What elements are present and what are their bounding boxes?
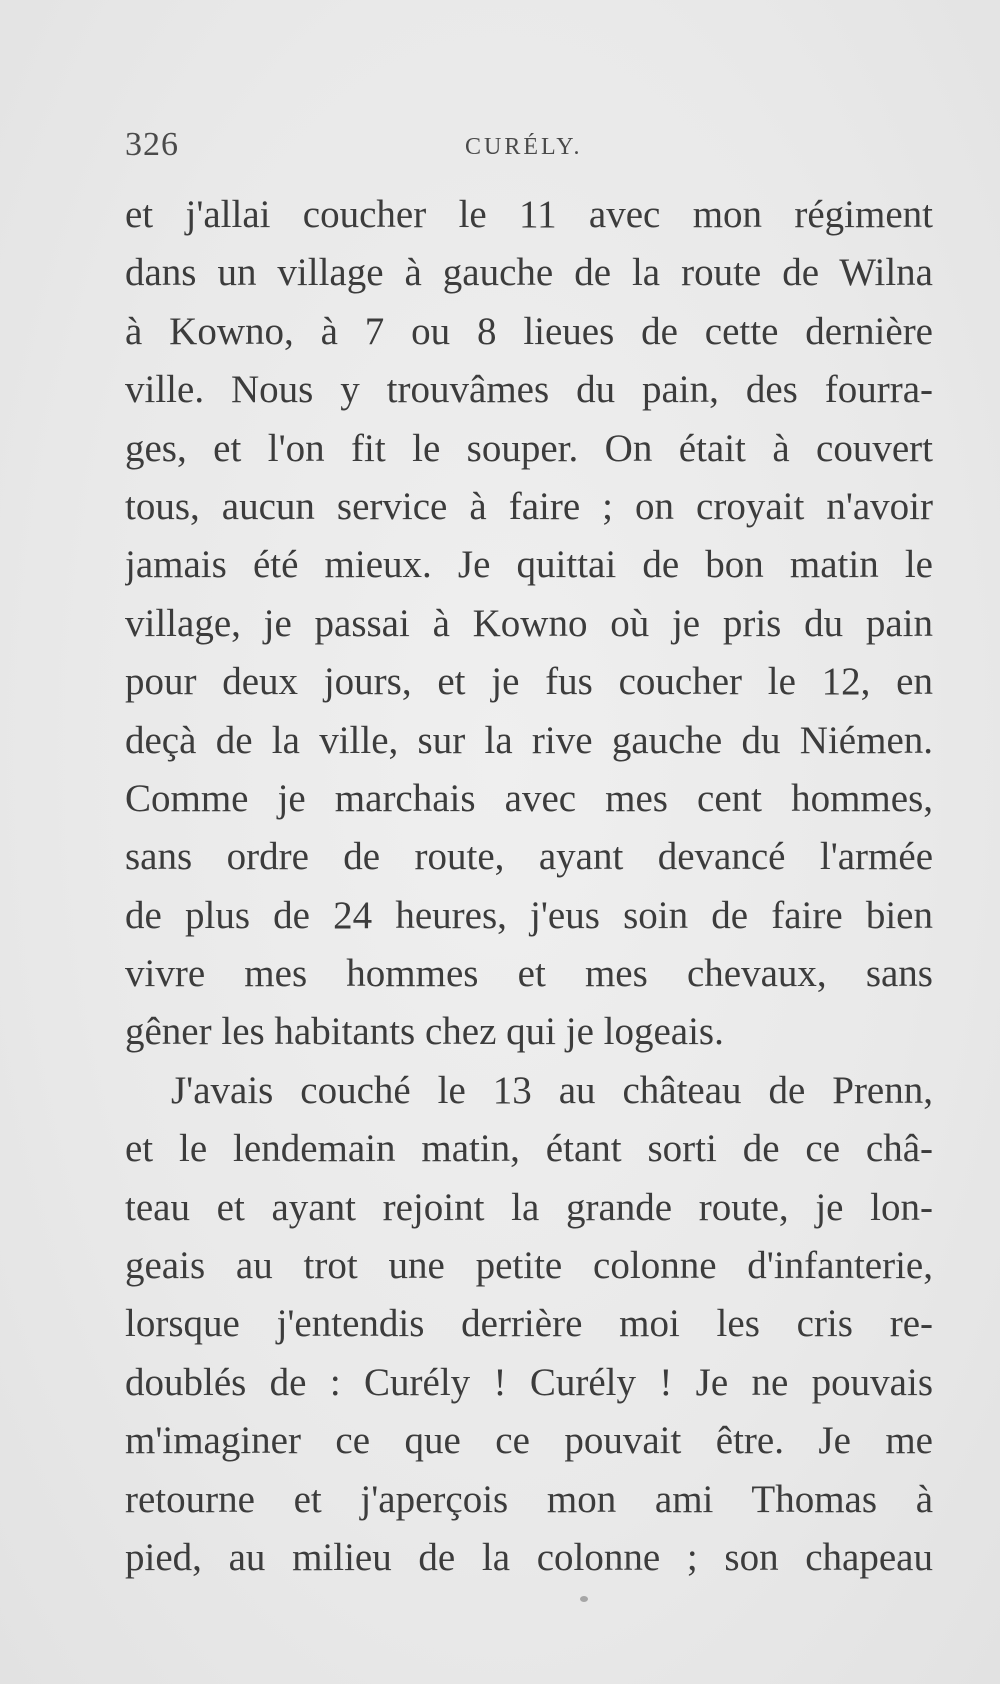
text-line: et le lendemain matin, étant sorti de ce châ-: [125, 1127, 933, 1171]
paragraph: [125, 1062, 933, 1588]
text-line: et j'allai coucher le 11 avec mon régiment: [125, 193, 933, 236]
text-line: ges, et l'on fit le souper. On était à couvert: [125, 426, 933, 470]
text-line: deçà de la ville, sur la rive gauche du Niémen.: [125, 718, 933, 762]
text-line: lorsque j'entendis derrière moi les cris re-: [125, 1302, 933, 1346]
text-line: sans ordre de route, ayant devancé l'armée: [125, 835, 933, 879]
body-text: [125, 186, 933, 1587]
text-line: J'avais couché le 13 au château de Prenn,: [171, 1068, 933, 1112]
text-line: à Kowno, à 7 ou 8 lieues de cette dernière: [125, 309, 933, 353]
text-line: retourne et j'aperçois mon ami Thomas à: [125, 1477, 933, 1521]
text-line: jamais été mieux. Je quittai de bon matin le: [125, 543, 933, 587]
text-line: de plus de 24 heures, j'eus soin de faire bien: [125, 893, 933, 937]
text-line: m'imaginer ce que ce pouvait être. Je me: [125, 1419, 933, 1463]
text-line: doublés de : Curély ! Curély ! Je ne pouvais: [125, 1360, 933, 1404]
text-line: pour deux jours, et je fus coucher le 12, en: [125, 660, 933, 704]
page-number: 326: [125, 126, 179, 163]
text-line: Comme je marchais avec mes cent hommes,: [125, 776, 933, 820]
text-line: geais au trot une petite colonne d'infanterie,: [125, 1244, 933, 1288]
text-line: pied, au milieu de la colonne ; son chapeau: [125, 1535, 933, 1579]
page-header: [125, 126, 933, 166]
running-head: CURÉLY.: [465, 134, 583, 160]
text-line: teau et ayant rejoint la grande route, je lon-: [125, 1185, 933, 1229]
text-line: village, je passai à Kowno où je pris du pain: [125, 601, 933, 645]
text-line: dans un village à gauche de la route de Wilna: [125, 251, 933, 295]
paragraph: [125, 186, 933, 1062]
ink-speck: [580, 1596, 588, 1602]
text-line: ville. Nous y trouvâmes du pain, des fourra-: [125, 368, 933, 412]
text-line: vivre mes hommes et mes chevaux, sans: [125, 952, 933, 996]
text-line: tous, aucun service à faire ; on croyait n'avoir: [125, 484, 933, 528]
text-line: gêner les habitants chez qui je logeais.: [125, 1010, 724, 1054]
